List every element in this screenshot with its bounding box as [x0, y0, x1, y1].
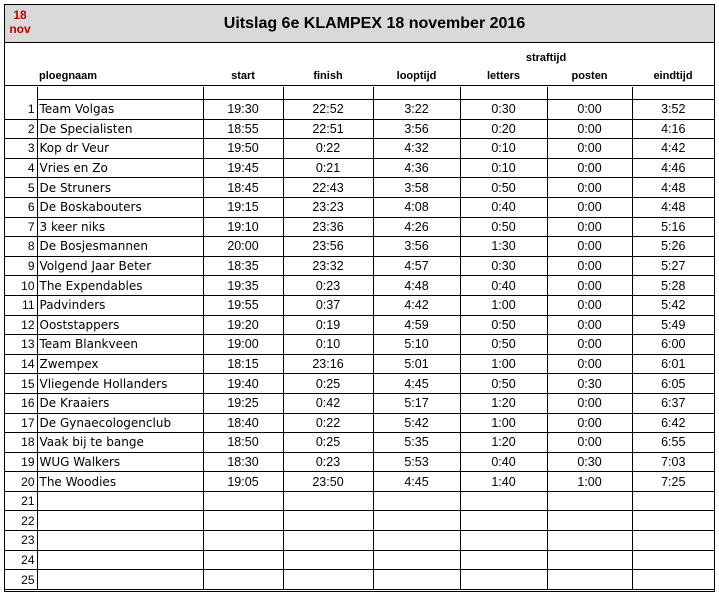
cell — [5, 87, 37, 100]
start-cell: 19:45 — [203, 158, 283, 178]
header-ploegnaam: ploegnaam — [39, 70, 98, 82]
team-name-cell: De Gynaecologenclub — [37, 413, 203, 433]
posten-cell: 0:00 — [547, 178, 632, 198]
rank-cell: 21 — [5, 491, 37, 511]
finish-cell: 0:23 — [283, 452, 373, 472]
rank-cell: 22 — [5, 511, 37, 531]
posten-cell: 0:00 — [547, 158, 632, 178]
looptijd-cell: 4:32 — [373, 139, 460, 159]
posten-cell: 0:30 — [547, 452, 632, 472]
eindtijd-cell — [632, 570, 714, 590]
rank-cell: 11 — [5, 295, 37, 315]
finish-cell: 0:10 — [283, 335, 373, 355]
looptijd-cell — [373, 511, 460, 531]
team-name-cell: The Woodies — [37, 472, 203, 492]
letters-cell: 1:30 — [460, 237, 547, 257]
start-cell: 20:00 — [203, 237, 283, 257]
rank-cell: 20 — [5, 472, 37, 492]
posten-cell: 0:00 — [547, 197, 632, 217]
team-name-cell: Kop dr Veur — [37, 139, 203, 159]
posten-cell: 0:00 — [547, 433, 632, 453]
looptijd-cell: 3:22 — [373, 100, 460, 120]
eindtijd-cell — [632, 491, 714, 511]
team-name-cell — [37, 550, 203, 570]
eindtijd-cell: 5:26 — [632, 237, 714, 257]
rank-cell: 17 — [5, 413, 37, 433]
looptijd-cell: 3:56 — [373, 237, 460, 257]
start-cell: 19:10 — [203, 217, 283, 237]
eindtijd-cell: 4:48 — [632, 197, 714, 217]
rank-cell: 2 — [5, 119, 37, 139]
team-name-cell — [37, 511, 203, 531]
posten-cell: 0:00 — [547, 354, 632, 374]
looptijd-cell: 4:45 — [373, 374, 460, 394]
letters-cell: 1:00 — [460, 413, 547, 433]
letters-cell — [460, 570, 547, 590]
eindtijd-cell: 6:42 — [632, 413, 714, 433]
rank-cell: 23 — [5, 531, 37, 551]
table-row — [5, 452, 714, 472]
cell — [203, 87, 283, 100]
team-name-cell: De Kraaiers — [37, 393, 203, 413]
posten-cell: 0:00 — [547, 139, 632, 159]
date-badge-month: nov — [9, 22, 31, 36]
letters-cell: 1:20 — [460, 393, 547, 413]
team-name-cell: De Bosjesmannen — [37, 237, 203, 257]
team-name-cell: Volgend Jaar Beter — [37, 256, 203, 276]
looptijd-cell: 5:42 — [373, 413, 460, 433]
start-cell: 19:20 — [203, 315, 283, 335]
letters-cell: 0:40 — [460, 197, 547, 217]
looptijd-cell: 4:57 — [373, 256, 460, 276]
finish-cell: 23:32 — [283, 256, 373, 276]
posten-cell — [547, 491, 632, 511]
rank-cell: 13 — [5, 335, 37, 355]
letters-cell: 0:10 — [460, 158, 547, 178]
looptijd-cell — [373, 491, 460, 511]
table-row — [5, 119, 714, 139]
eindtijd-cell: 6:01 — [632, 354, 714, 374]
posten-cell: 0:00 — [547, 393, 632, 413]
posten-cell: 1:00 — [547, 472, 632, 492]
team-name-cell — [37, 570, 203, 590]
letters-cell — [460, 550, 547, 570]
eindtijd-cell: 4:48 — [632, 178, 714, 198]
table-row — [5, 354, 714, 374]
header-posten: posten — [571, 70, 608, 82]
team-name-cell: Ooststappers — [37, 315, 203, 335]
rank-cell: 4 — [5, 158, 37, 178]
team-name-cell: De Boskabouters — [37, 197, 203, 217]
looptijd-cell: 5:53 — [373, 452, 460, 472]
team-name-cell: 3 keer niks — [37, 217, 203, 237]
finish-cell: 22:52 — [283, 100, 373, 120]
finish-cell: 0:25 — [283, 374, 373, 394]
table-row — [5, 139, 714, 159]
looptijd-cell: 4:45 — [373, 472, 460, 492]
team-name-cell: Zwempex — [37, 354, 203, 374]
table-row — [5, 472, 714, 492]
eindtijd-cell: 3:52 — [632, 100, 714, 120]
title-bar — [5, 5, 714, 43]
table-row — [5, 511, 714, 531]
finish-cell: 23:56 — [283, 237, 373, 257]
start-cell: 19:05 — [203, 472, 283, 492]
results-table-body — [5, 87, 714, 589]
table-row — [5, 100, 714, 120]
results-sheet — [4, 4, 715, 592]
header-letters: letters — [486, 70, 521, 82]
team-name-cell: WUG Walkers — [37, 452, 203, 472]
looptijd-cell: 5:10 — [373, 335, 460, 355]
header-eindtijd: eindtijd — [653, 70, 693, 82]
cell — [283, 87, 373, 100]
rank-cell: 8 — [5, 237, 37, 257]
start-cell: 19:50 — [203, 139, 283, 159]
start-cell — [203, 491, 283, 511]
table-row — [5, 393, 714, 413]
letters-cell: 0:50 — [460, 374, 547, 394]
team-name-cell — [37, 491, 203, 511]
team-name-cell: Padvinders — [37, 295, 203, 315]
letters-cell: 0:50 — [460, 217, 547, 237]
table-row — [5, 374, 714, 394]
rank-cell: 14 — [5, 354, 37, 374]
table-row — [5, 237, 714, 257]
rank-cell: 6 — [5, 197, 37, 217]
table-row — [5, 158, 714, 178]
rank-cell: 9 — [5, 256, 37, 276]
eindtijd-cell: 6:37 — [632, 393, 714, 413]
finish-cell: 0:22 — [283, 413, 373, 433]
rank-cell: 1 — [5, 100, 37, 120]
results-table — [5, 87, 714, 590]
start-cell: 19:30 — [203, 100, 283, 120]
letters-cell: 0:40 — [460, 276, 547, 296]
table-row — [5, 413, 714, 433]
looptijd-cell: 5:35 — [373, 433, 460, 453]
posten-cell — [547, 570, 632, 590]
table-row — [5, 178, 714, 198]
finish-cell: 23:23 — [283, 197, 373, 217]
finish-cell — [283, 570, 373, 590]
eindtijd-cell — [632, 550, 714, 570]
posten-cell: 0:00 — [547, 119, 632, 139]
posten-cell: 0:00 — [547, 237, 632, 257]
eindtijd-cell: 4:42 — [632, 139, 714, 159]
looptijd-cell — [373, 570, 460, 590]
posten-cell — [547, 550, 632, 570]
straftijd-group-header: straftijd — [525, 52, 567, 64]
start-cell: 18:30 — [203, 452, 283, 472]
team-name-cell: The Expendables — [37, 276, 203, 296]
letters-cell: 0:50 — [460, 178, 547, 198]
posten-cell — [547, 531, 632, 551]
table-row — [5, 335, 714, 355]
eindtijd-cell: 5:49 — [632, 315, 714, 335]
start-cell — [203, 511, 283, 531]
posten-cell: 0:00 — [547, 413, 632, 433]
eindtijd-cell: 5:16 — [632, 217, 714, 237]
finish-cell: 23:16 — [283, 354, 373, 374]
posten-cell: 0:00 — [547, 295, 632, 315]
looptijd-cell: 5:01 — [373, 354, 460, 374]
finish-cell: 22:51 — [283, 119, 373, 139]
looptijd-cell — [373, 550, 460, 570]
finish-cell — [283, 550, 373, 570]
eindtijd-cell: 5:42 — [632, 295, 714, 315]
letters-cell: 0:40 — [460, 452, 547, 472]
posten-cell: 0:00 — [547, 217, 632, 237]
page-title: Uitslag 6e KLAMPEX 18 november 2016 — [223, 15, 526, 32]
eindtijd-cell: 5:28 — [632, 276, 714, 296]
rank-cell: 25 — [5, 570, 37, 590]
table-row — [5, 217, 714, 237]
finish-cell: 0:22 — [283, 139, 373, 159]
posten-cell: 0:00 — [547, 315, 632, 335]
spacer-row — [5, 87, 714, 100]
letters-cell: 0:50 — [460, 315, 547, 335]
header-looptijd: looptijd — [396, 70, 437, 82]
start-cell: 19:35 — [203, 276, 283, 296]
looptijd-cell: 4:59 — [373, 315, 460, 335]
date-badge — [8, 8, 32, 36]
start-cell: 19:00 — [203, 335, 283, 355]
letters-cell — [460, 531, 547, 551]
cell — [37, 87, 203, 100]
table-row — [5, 295, 714, 315]
finish-cell: 0:21 — [283, 158, 373, 178]
finish-cell — [283, 531, 373, 551]
team-name-cell: Vliegende Hollanders — [37, 374, 203, 394]
start-cell — [203, 570, 283, 590]
rank-cell: 3 — [5, 139, 37, 159]
posten-cell: 0:00 — [547, 100, 632, 120]
team-name-cell — [37, 531, 203, 551]
table-row — [5, 433, 714, 453]
finish-cell: 23:36 — [283, 217, 373, 237]
table-row — [5, 491, 714, 511]
posten-cell: 0:00 — [547, 335, 632, 355]
letters-cell — [460, 511, 547, 531]
start-cell: 18:50 — [203, 433, 283, 453]
posten-cell — [547, 511, 632, 531]
column-header-row — [5, 43, 714, 86]
cell — [632, 87, 714, 100]
looptijd-cell: 3:58 — [373, 178, 460, 198]
start-cell: 19:15 — [203, 197, 283, 217]
letters-cell: 1:40 — [460, 472, 547, 492]
looptijd-cell: 5:17 — [373, 393, 460, 413]
posten-cell: 0:00 — [547, 276, 632, 296]
finish-cell: 0:23 — [283, 276, 373, 296]
eindtijd-cell — [632, 531, 714, 551]
start-cell: 19:25 — [203, 393, 283, 413]
table-row — [5, 276, 714, 296]
finish-cell — [283, 491, 373, 511]
rank-cell: 10 — [5, 276, 37, 296]
eindtijd-cell: 7:25 — [632, 472, 714, 492]
start-cell: 18:55 — [203, 119, 283, 139]
letters-cell: 1:00 — [460, 295, 547, 315]
looptijd-cell — [373, 531, 460, 551]
team-name-cell: Team Volgas — [37, 100, 203, 120]
eindtijd-cell: 4:16 — [632, 119, 714, 139]
letters-cell: 0:30 — [460, 100, 547, 120]
table-row — [5, 550, 714, 570]
cell — [460, 87, 547, 100]
eindtijd-cell: 5:27 — [632, 256, 714, 276]
rank-cell: 5 — [5, 178, 37, 198]
rank-cell: 15 — [5, 374, 37, 394]
finish-cell: 0:42 — [283, 393, 373, 413]
looptijd-cell: 4:48 — [373, 276, 460, 296]
header-finish: finish — [313, 70, 343, 82]
finish-cell: 0:37 — [283, 295, 373, 315]
table-row — [5, 197, 714, 217]
eindtijd-cell: 6:05 — [632, 374, 714, 394]
table-row — [5, 256, 714, 276]
posten-cell: 0:30 — [547, 374, 632, 394]
finish-cell: 23:50 — [283, 472, 373, 492]
start-cell: 19:55 — [203, 295, 283, 315]
letters-cell: 1:20 — [460, 433, 547, 453]
posten-cell: 0:00 — [547, 256, 632, 276]
eindtijd-cell: 6:00 — [632, 335, 714, 355]
finish-cell: 0:25 — [283, 433, 373, 453]
looptijd-cell: 4:08 — [373, 197, 460, 217]
start-cell: 18:40 — [203, 413, 283, 433]
team-name-cell: De Specialisten — [37, 119, 203, 139]
start-cell: 18:45 — [203, 178, 283, 198]
header-start: start — [231, 70, 255, 82]
finish-cell: 0:19 — [283, 315, 373, 335]
rank-cell: 19 — [5, 452, 37, 472]
date-badge-day: 18 — [13, 8, 27, 22]
rank-cell: 16 — [5, 393, 37, 413]
table-row — [5, 570, 714, 590]
rank-cell: 18 — [5, 433, 37, 453]
eindtijd-cell: 4:46 — [632, 158, 714, 178]
letters-cell: 0:30 — [460, 256, 547, 276]
cell — [373, 87, 460, 100]
letters-cell: 0:10 — [460, 139, 547, 159]
looptijd-cell: 3:56 — [373, 119, 460, 139]
start-cell — [203, 550, 283, 570]
team-name-cell: Vries en Zo — [37, 158, 203, 178]
cell — [547, 87, 632, 100]
eindtijd-cell: 7:03 — [632, 452, 714, 472]
start-cell: 18:15 — [203, 354, 283, 374]
letters-cell: 0:20 — [460, 119, 547, 139]
letters-cell: 0:50 — [460, 335, 547, 355]
letters-cell — [460, 491, 547, 511]
looptijd-cell: 4:42 — [373, 295, 460, 315]
table-row — [5, 531, 714, 551]
finish-cell — [283, 511, 373, 531]
start-cell — [203, 531, 283, 551]
eindtijd-cell — [632, 511, 714, 531]
team-name-cell: Vaak bij te bange — [37, 433, 203, 453]
looptijd-cell: 4:26 — [373, 217, 460, 237]
start-cell: 19:40 — [203, 374, 283, 394]
finish-cell: 22:43 — [283, 178, 373, 198]
eindtijd-cell: 6:55 — [632, 433, 714, 453]
letters-cell: 1:00 — [460, 354, 547, 374]
table-row — [5, 315, 714, 335]
rank-cell: 12 — [5, 315, 37, 335]
start-cell: 18:35 — [203, 256, 283, 276]
team-name-cell: Team Blankveen — [37, 335, 203, 355]
team-name-cell: De Struners — [37, 178, 203, 198]
rank-cell: 7 — [5, 217, 37, 237]
looptijd-cell: 4:36 — [373, 158, 460, 178]
rank-cell: 24 — [5, 550, 37, 570]
